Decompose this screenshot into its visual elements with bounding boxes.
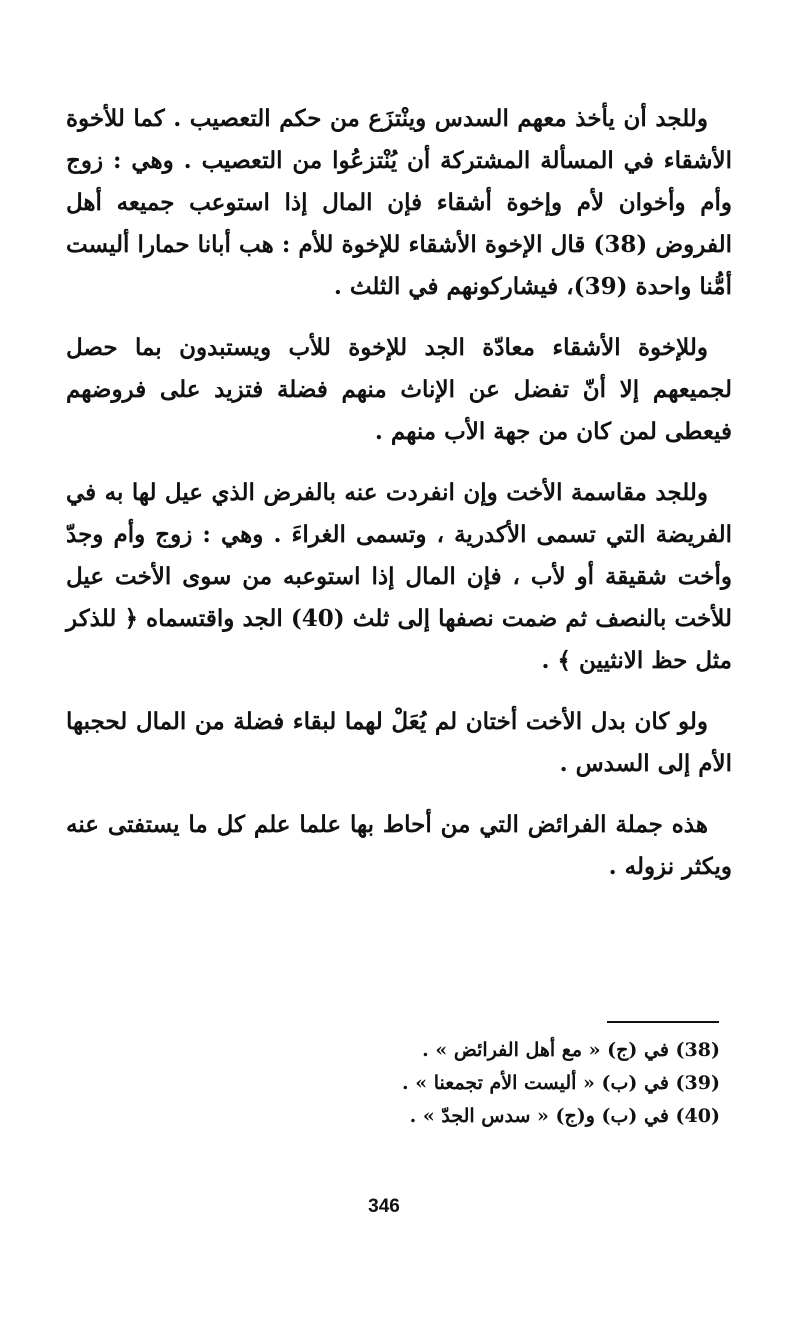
paragraph-1: وللجد أن يأخذ معهم السدس وينْتزَع من حكم التعصيب . كما للأخوة الأشقاء في المسألة المشتركة أن يُنْتزعُوا من التعصيب . وهي : زوج وأم وأخوان لأم وإخوة أشقاء فإن المال إذا استوعب جميعه أهل الفروض (38) قال الإخوة الأشقاء للإخوة للأم : هب أبانا حمارا أليست أمُّنا واحدة (39)، فيشاركونهم في الثلث . bbox=[66, 105, 732, 300]
paragraph-4: ولو كان بدل الأخت أختان لم يُعَلْ لهما لبقاء فضلة من المال لحجبها الأم إلى السدس . bbox=[66, 708, 732, 777]
main-text bbox=[66, 98, 732, 907]
page-number: 346 bbox=[368, 1196, 400, 1217]
paragraph-2: وللإخوة الأشقاء معادّة الجد للإخوة للأب ويستبدون بما حصل لجميعهم إلا أنّ تفضل عن الإناث منهم فضلة فتزيد على فروضهم فيعطى لمن كان من جهة الأب منهم . bbox=[66, 334, 732, 445]
footnote-40: (40) في (ب) و(ج) « سدس الجدّ » . bbox=[409, 1105, 720, 1127]
footnotes bbox=[200, 1034, 720, 1133]
footnote-38: (38) في (ج) « مع أهل الفرائض » . bbox=[422, 1039, 720, 1061]
paragraph-3: وللجد مقاسمة الأخت وإن انفردت عنه بالفرض الذي عيل لها به في الفريضة التي تسمى الأكدرية ، وتسمى الغراءَ . وهي : زوج وأم وجدّ وأخت شقيقة أو لأب ، فإن المال إذا استوعبه من سوى الأخت عيل للأخت بالنصف ثم ضمت نصفها إلى ثلث (40) الجد واقتسماه ﴿ للذكر مثل حظ الانثيين ﴾ . bbox=[66, 479, 732, 674]
footnote-39: (39) في (ب) « أليست الأم تجمعنا » . bbox=[401, 1072, 720, 1094]
paragraph-5: هذه جملة الفرائض التي من أحاط بها علما علم كل ما يستفتى عنه ويكثر نزوله . bbox=[66, 811, 732, 880]
footnote-divider bbox=[607, 1021, 719, 1023]
